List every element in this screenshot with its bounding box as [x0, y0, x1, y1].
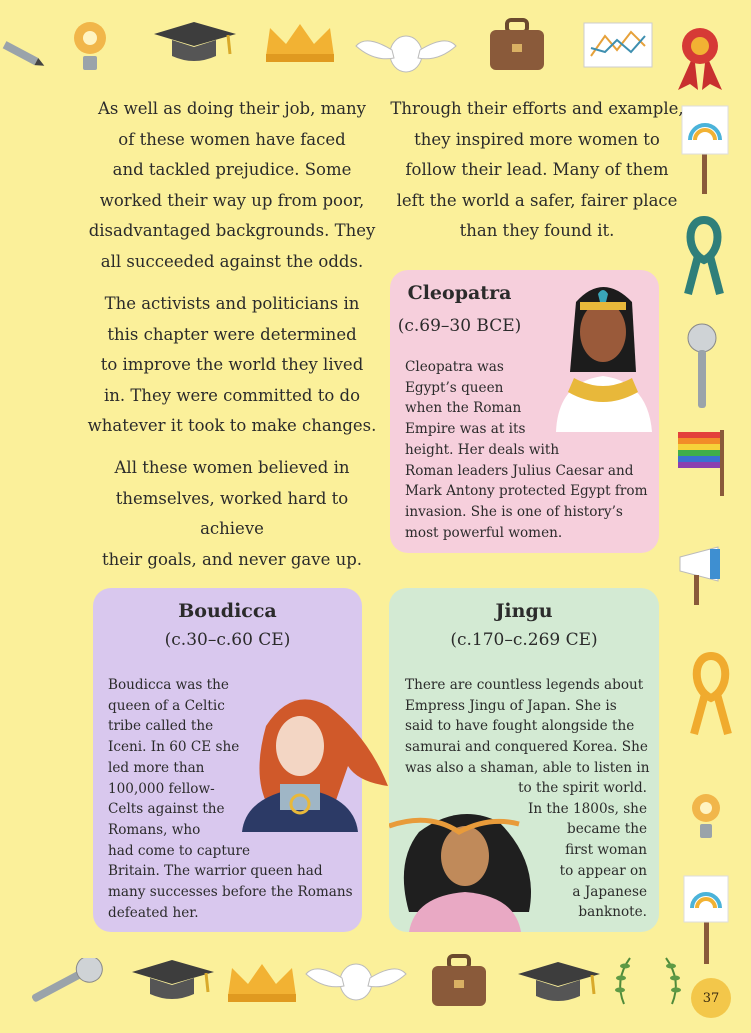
boudicca-text: Boudicca was the queen of a Celtic tribe called the Iceni. In 60 CE she led more than 100,000 fellow- Celts against the Romans, who had come to capture Britain. The warrior queen had many successes before the Romans defeated her. — [108, 677, 353, 921]
intro-paragraph-1: As well as doing their job, many of these women have faced and tackled prejudice. Some worked their way up from poor, disadvantaged backgrounds. They all succeeded against the odds. — [88, 99, 376, 271]
microphone-icon — [22, 958, 108, 1004]
rainbow-sign-icon — [682, 874, 730, 964]
dove-icon — [302, 950, 410, 1012]
briefcase-icon — [430, 952, 488, 1010]
graduation-cap-icon — [512, 960, 604, 1008]
chart-icon — [583, 22, 653, 68]
intro-paragraph-3: All these women believed in themselves, worked hard to achieve their goals, and never gave up. — [101, 458, 363, 569]
pride-flag-icon — [678, 430, 726, 496]
laurel-icon — [610, 950, 686, 1010]
cleopatra-portrait — [548, 272, 658, 432]
crown-icon — [224, 960, 300, 1004]
jingu-text-bottom: to the spirit world. In the 1800s, she became the first woman to appear on a Japanese banknote. — [518, 780, 647, 921]
dove-icon — [352, 22, 460, 84]
lightbulb-icon — [70, 18, 110, 78]
page-number: 37 — [691, 978, 731, 1018]
megaphone-icon — [676, 545, 724, 607]
crown-icon — [262, 20, 338, 64]
microphone-icon — [686, 322, 722, 410]
pencil-icon — [0, 38, 48, 72]
briefcase-icon — [488, 16, 546, 74]
rosette-icon — [674, 26, 726, 92]
boudicca-dates: (c.30–c.60 CE) — [164, 630, 291, 650]
cleopatra-title: Cleopatra — [407, 282, 512, 304]
cleopatra-text: Cleopatra was Egypt’s queen when the Roman Empire was at its height. Her deals with Roman leaders Julius Caesar and Mark Antony protected Egypt from invasion. She is one of history’s most powerful women. — [405, 359, 648, 541]
intro-paragraph-2: The activists and politicians in this chapter were determined to improve the world they lived in. They were committed to do whatever it took to make changes. — [87, 294, 377, 435]
boudicca-title: Boudicca — [178, 600, 277, 622]
jingu-card — [389, 588, 659, 932]
boudicca-portrait — [238, 686, 394, 832]
intro-paragraph-4: Through their efforts and example, they inspired more women to follow their lead. Many of them left the world a safer, fairer place than they found it. — [390, 99, 684, 240]
cleopatra-card — [390, 270, 659, 553]
jingu-text-top: There are countless legends about Empress Jingu of Japan. She is said to have fought alongside the samurai and conquered Korea. She was also a shaman, able to listen in — [405, 677, 650, 776]
jingu-title: Jingu — [495, 600, 553, 622]
jingu-portrait — [389, 802, 539, 932]
ribbon-icon — [690, 652, 732, 738]
graduation-cap-icon — [148, 20, 240, 68]
jingu-dates: (c.170–c.269 CE) — [450, 630, 598, 650]
cleopatra-dates: (c.69–30 BCE) — [397, 316, 522, 336]
graduation-cap-icon — [126, 958, 218, 1006]
lightbulb-icon — [688, 790, 724, 846]
